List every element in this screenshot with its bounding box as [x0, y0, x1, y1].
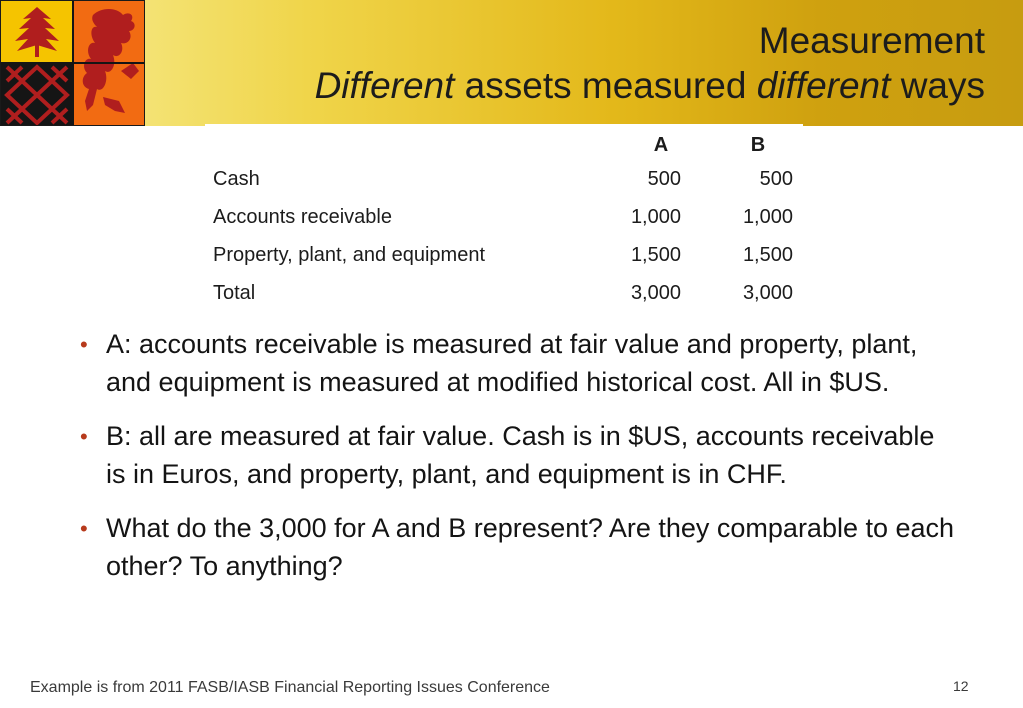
- bullet-icon: •: [80, 424, 88, 449]
- bullet-text: A: accounts receivable is measured at fair value and property, plant, and equipment is measured at modified historical cost. All in $US.: [106, 329, 918, 397]
- list-item: [80, 510, 960, 585]
- table-header-row: [213, 130, 793, 160]
- slide-title: Measurement: [758, 20, 985, 61]
- column-header-a: A: [653, 133, 669, 156]
- bullet-list: [80, 326, 960, 602]
- table-row: [213, 236, 793, 274]
- page-number: 12: [953, 678, 969, 694]
- list-item: [80, 326, 960, 401]
- table-row: [213, 274, 793, 312]
- cell-b: 500: [759, 167, 793, 190]
- university-crest-logo: [0, 0, 145, 126]
- bullet-icon: •: [80, 516, 88, 541]
- source-note: Example is from 2011 FASB/IASB Financial Reporting Issues Conference: [30, 679, 550, 696]
- cell-a: 1,500: [630, 243, 681, 266]
- table-row: [213, 198, 793, 236]
- row-label: Cash: [213, 167, 260, 190]
- subtitle-emphasis-1: Different: [314, 65, 455, 106]
- cell-a: 1,000: [630, 205, 681, 228]
- subtitle-emphasis-2: different: [756, 65, 891, 106]
- list-item: [80, 418, 960, 493]
- header-blank: [213, 130, 589, 160]
- comparison-table: [213, 130, 793, 312]
- column-header-b: B: [750, 133, 766, 156]
- comparison-table-panel: [205, 124, 803, 314]
- bullet-text: What do the 3,000 for A and B represent? Are they comparable to each other? To anything?: [106, 513, 955, 581]
- bullet-text: B: all are measured at fair value. Cash is in $US, accounts receivable is in Euros, and property, plant, and equipment is in CHF.: [106, 421, 935, 489]
- row-label: Property, plant, and equipment: [213, 243, 486, 266]
- cell-b: 1,000: [742, 205, 793, 228]
- cell-a: 500: [647, 167, 681, 190]
- cell-b: 3,000: [742, 281, 793, 304]
- bullet-icon: •: [80, 332, 88, 357]
- row-label: Accounts receivable: [213, 205, 392, 228]
- subtitle-text-1: assets measured: [454, 65, 757, 106]
- slide-subtitle: [315, 66, 985, 106]
- title-banner: [0, 0, 1023, 126]
- row-label: Total: [213, 281, 256, 304]
- cell-b: 1,500: [742, 243, 793, 266]
- cell-a: 3,000: [630, 281, 681, 304]
- table-row: [213, 160, 793, 198]
- crest-icon: [1, 1, 145, 126]
- subtitle-text-2: ways: [890, 65, 985, 106]
